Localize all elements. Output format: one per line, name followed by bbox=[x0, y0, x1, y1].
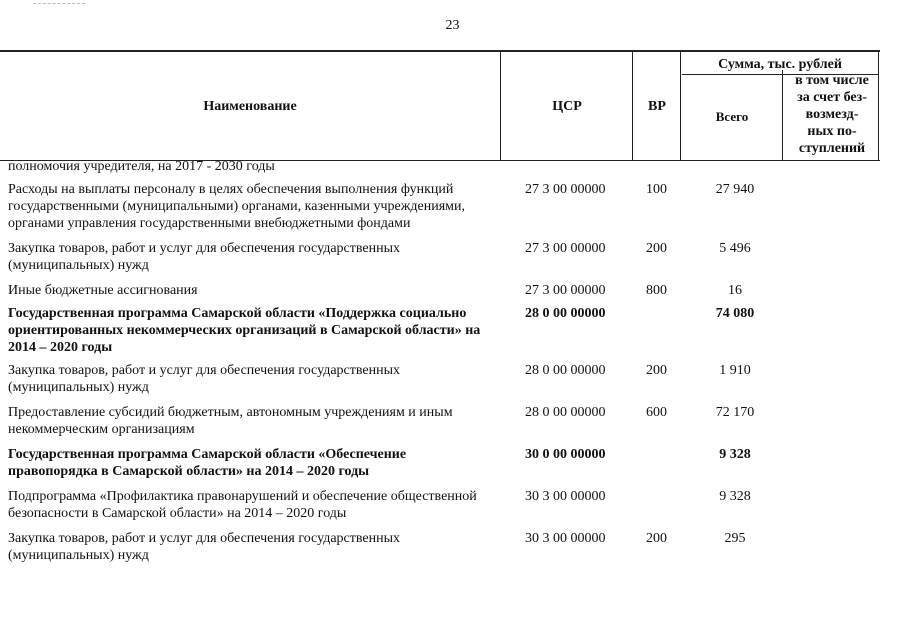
row-name: Государственная программа Самарской области «Поддержка социально ориентированных некоммерческих организаций в Самарской области» на 2014 – 2020 годы bbox=[8, 306, 481, 355]
page-number: 23 bbox=[445, 18, 460, 33]
table-row bbox=[0, 240, 880, 274]
row-total: 295 bbox=[724, 531, 746, 546]
table-row bbox=[0, 404, 880, 438]
table-row bbox=[0, 158, 880, 175]
header-including-line: ных по- bbox=[807, 124, 857, 139]
row-name: Подпрограмма «Профилактика правонарушений и обеспечение общественной безопасности в Самарской области» на 2014 – 2020 годы bbox=[8, 489, 477, 521]
row-total: 74 080 bbox=[715, 306, 755, 321]
row-name: Закупка товаров, работ и услуг для обеспечения государственных (муниципальных) нужд bbox=[8, 241, 401, 273]
header-including-line: за счет без- bbox=[797, 90, 867, 105]
table-body bbox=[0, 158, 880, 572]
row-total: 5 496 bbox=[719, 241, 751, 256]
table-row bbox=[0, 488, 880, 522]
row-name: полномочия учредителя, на 2017 - 2030 годы bbox=[8, 159, 275, 174]
row-vr: 200 bbox=[646, 241, 667, 256]
header-sum-group: Сумма, тыс. рублей bbox=[682, 56, 878, 75]
row-csr: 27 3 00 00000 bbox=[525, 241, 606, 256]
row-name: Закупка товаров, работ и услуг для обеспечения государственных (муниципальных) нужд bbox=[8, 363, 401, 395]
row-csr: 27 3 00 00000 bbox=[525, 283, 606, 298]
header-including-line: ступлений bbox=[798, 141, 866, 156]
row-csr: 28 0 00 00000 bbox=[525, 306, 606, 321]
row-csr: 30 3 00 00000 bbox=[525, 531, 606, 546]
table-row bbox=[0, 362, 880, 396]
row-vr: 100 bbox=[646, 182, 667, 197]
table-row bbox=[0, 282, 880, 299]
row-total: 9 328 bbox=[719, 447, 751, 462]
row-vr: 800 bbox=[646, 283, 667, 298]
table-row bbox=[0, 181, 880, 232]
table-row bbox=[0, 305, 880, 356]
header-name: Наименование bbox=[203, 99, 297, 114]
row-total: 9 328 bbox=[719, 489, 751, 504]
row-name: Закупка товаров, работ и услуг для обеспечения государственных (муниципальных) нужд bbox=[8, 531, 401, 563]
row-csr: 27 3 00 00000 bbox=[525, 182, 606, 197]
header-including-line: в том числе bbox=[795, 73, 869, 88]
row-name: Иные бюджетные ассигнования bbox=[8, 283, 198, 298]
row-total: 72 170 bbox=[715, 405, 755, 420]
row-csr: 28 0 00 00000 bbox=[525, 363, 606, 378]
row-total: 1 910 bbox=[719, 363, 751, 378]
header-including bbox=[784, 72, 880, 157]
row-csr: 30 0 00 00000 bbox=[525, 447, 606, 462]
row-name: Государственная программа Самарской области «Обеспечение правопорядка в Самарской области» на 2014 – 2020 годы bbox=[8, 447, 407, 479]
row-name: Расходы на выплаты персоналу в целях обеспечения выполнения функций государственными (муниципальными) органами, казенными учреждениями, органами управления государственными внебюджетными фондами bbox=[8, 182, 465, 231]
table-row bbox=[0, 446, 880, 480]
row-total: 27 940 bbox=[715, 182, 755, 197]
row-csr: 28 0 00 00000 bbox=[525, 405, 606, 420]
header-csr: ЦСР bbox=[552, 99, 582, 114]
column-divider bbox=[500, 52, 501, 160]
column-divider bbox=[632, 52, 633, 160]
table-row bbox=[0, 530, 880, 564]
header-vr: ВР bbox=[648, 99, 666, 114]
row-vr: 600 bbox=[646, 405, 667, 420]
row-vr: 200 bbox=[646, 531, 667, 546]
row-vr: 200 bbox=[646, 363, 667, 378]
column-divider bbox=[680, 52, 681, 160]
row-total: 16 bbox=[728, 283, 742, 298]
header-including-line: возмезд- bbox=[805, 107, 859, 122]
header-total: Всего bbox=[715, 109, 749, 124]
table-header bbox=[0, 50, 880, 161]
row-name: Предоставление субсидий бюджетным, автономным учреждениям и иным некоммерческим организациям bbox=[8, 405, 453, 437]
row-csr: 30 3 00 00000 bbox=[525, 489, 606, 504]
scan-artifact bbox=[33, 3, 85, 4]
column-divider bbox=[782, 70, 783, 160]
